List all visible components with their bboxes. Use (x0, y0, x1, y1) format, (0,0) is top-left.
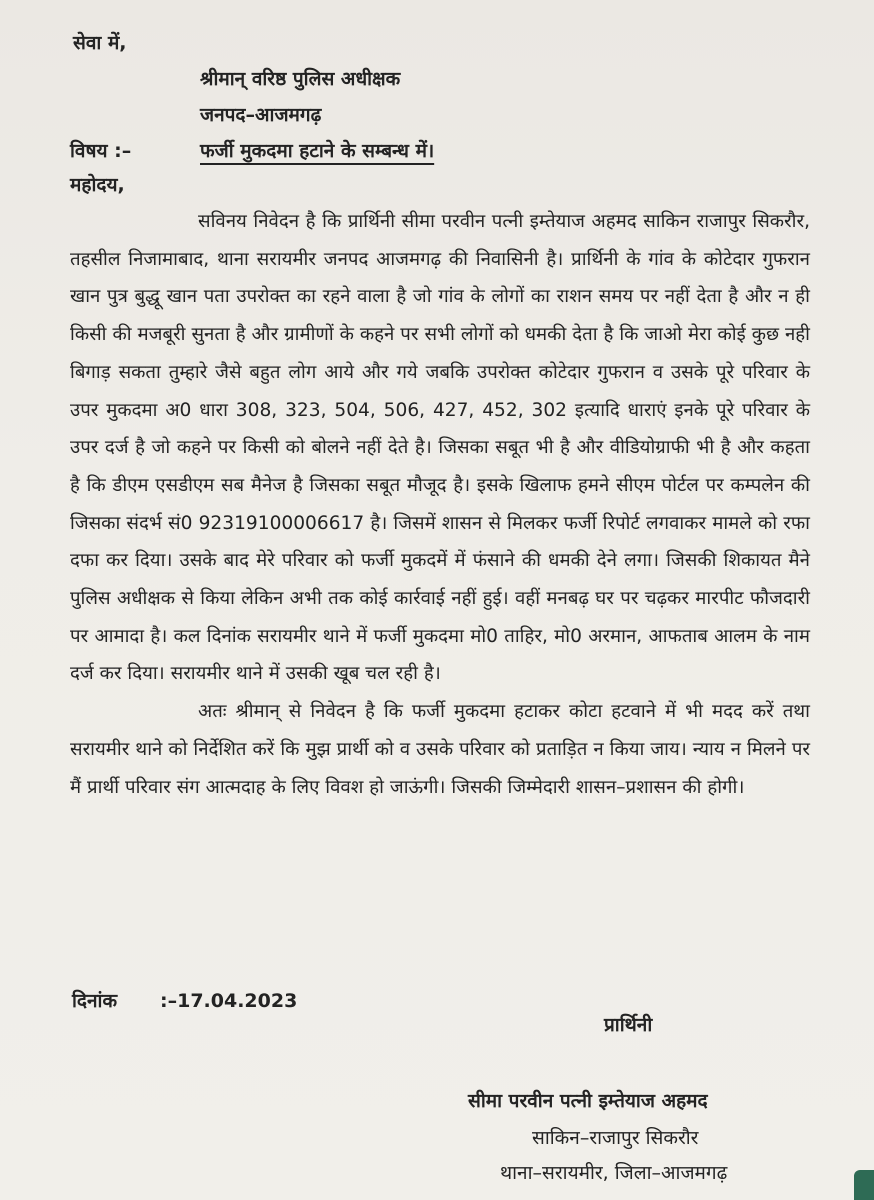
paragraph-1: सविनय निवेदन है कि प्रार्थिनी सीमा परवीन पत्नी इम्तेयाज अहमद साकिन राजापुर सिकरौर, तहसील निजामाबाद, थाना सरायमीर जनपद आजमगढ़ की निवासिनी है। प्रार्थिनी के गांव के कोटेदार गुफरान खान पुत्र बुद्धू खान पता उपरोक्त का रहने वाला है जो गांव के लोगों का राशन समय पर नहीं देता है और न ही किसी की मजबूरी सुनता है और ग्रामीणों के कहने पर सभी लोगों को धमकी देता है कि जाओ मेरा कोई कुछ नही बिगाड़ सकता तुम्हारे जैसे बहुत लोग आये और गये जबकि उपरोक्त कोटेदार गुफरान व उसके पूरे परिवार के उपर मुकदमा अ0 धारा 308, 323, 504, 506, 427, 452, 302 इत्यादि धाराएं इनके पूरे परिवार के उपर दर्ज है जो कहने पर किसी को बोलने नहीं देते है। जिसका सबूत भी है और वीडियोग्राफी भी है और कहता है कि डीएम एसडीएम सब मैनेज है जिसका सबूत मौजूद है। इसके खिलाफ हमने सीएम पोर्टल पर कम्पलेन की जिसका संदर्भ सं0 92319100006617 है। जिसमें शासन से मिलकर फर्जी रिपोर्ट लगवाकर मामले को रफा दफा कर दिया। उसके बाद मेरे परिवार को फर्जी मुकदमें में फंसाने की धमकी देने लगा। जिसकी शिकायत मैने पुलिस अधीक्षक से किया लेकिन अभी तक कोई कार्रवाई नहीं हुई। वहीं मनबढ़ घर पर चढ़कर मारपीट फौजदारी पर आमादा है। कल दिनांक सरायमीर थाने में फर्जी मुकदमा मो0 ताहिर, मो0 अरमान, आफताब आलम के नाम दर्ज कर दिया। सरायमीर थाने में उसकी खूब चल रही है। (70, 211, 810, 685)
salutation-to: सेवा में, (73, 32, 127, 54)
sender-name: सीमा परवीन पत्नी इम्तेयाज अहमद (468, 1090, 708, 1112)
date-value: :–17.04.2023 (160, 990, 298, 1012)
signoff: प्रार्थिनी (604, 1014, 653, 1036)
greeting: महोदय, (70, 174, 125, 196)
subject-text: फर्जी मुकदमा हटाने के सम्बन्ध में। (200, 140, 435, 162)
recipient-line1: श्रीमान् वरिष्ठ पुलिस अधीक्षक (200, 68, 401, 90)
letter-body (70, 203, 810, 806)
sender-address-2: थाना–सरायमीर, जिला–आजमगढ़ (500, 1162, 728, 1184)
corner-mark (854, 1170, 874, 1200)
subject-label: विषय :– (70, 140, 132, 162)
sender-address-1: साकिन–राजापुर सिकरौर (532, 1127, 699, 1149)
recipient-line2: जनपद–आजमगढ़ (200, 104, 322, 126)
date-label: दिनांक (72, 990, 118, 1012)
paragraph-2: अतः श्रीमान् से निवेदन है कि फर्जी मुकदमा हटाकर कोटा हटवाने में भी मदद करें तथा सरायमीर थाने को निर्देशित करें कि मुझ प्रार्थी को व उसके परिवार को प्रताड़ित न किया जाय। न्याय न मिलने पर मैं प्रार्थी परिवार संग आत्मदाह के लिए विवश हो जाऊंगी। जिसकी जिम्मेदारी शासन–प्रशासन की होगी। (70, 701, 810, 798)
